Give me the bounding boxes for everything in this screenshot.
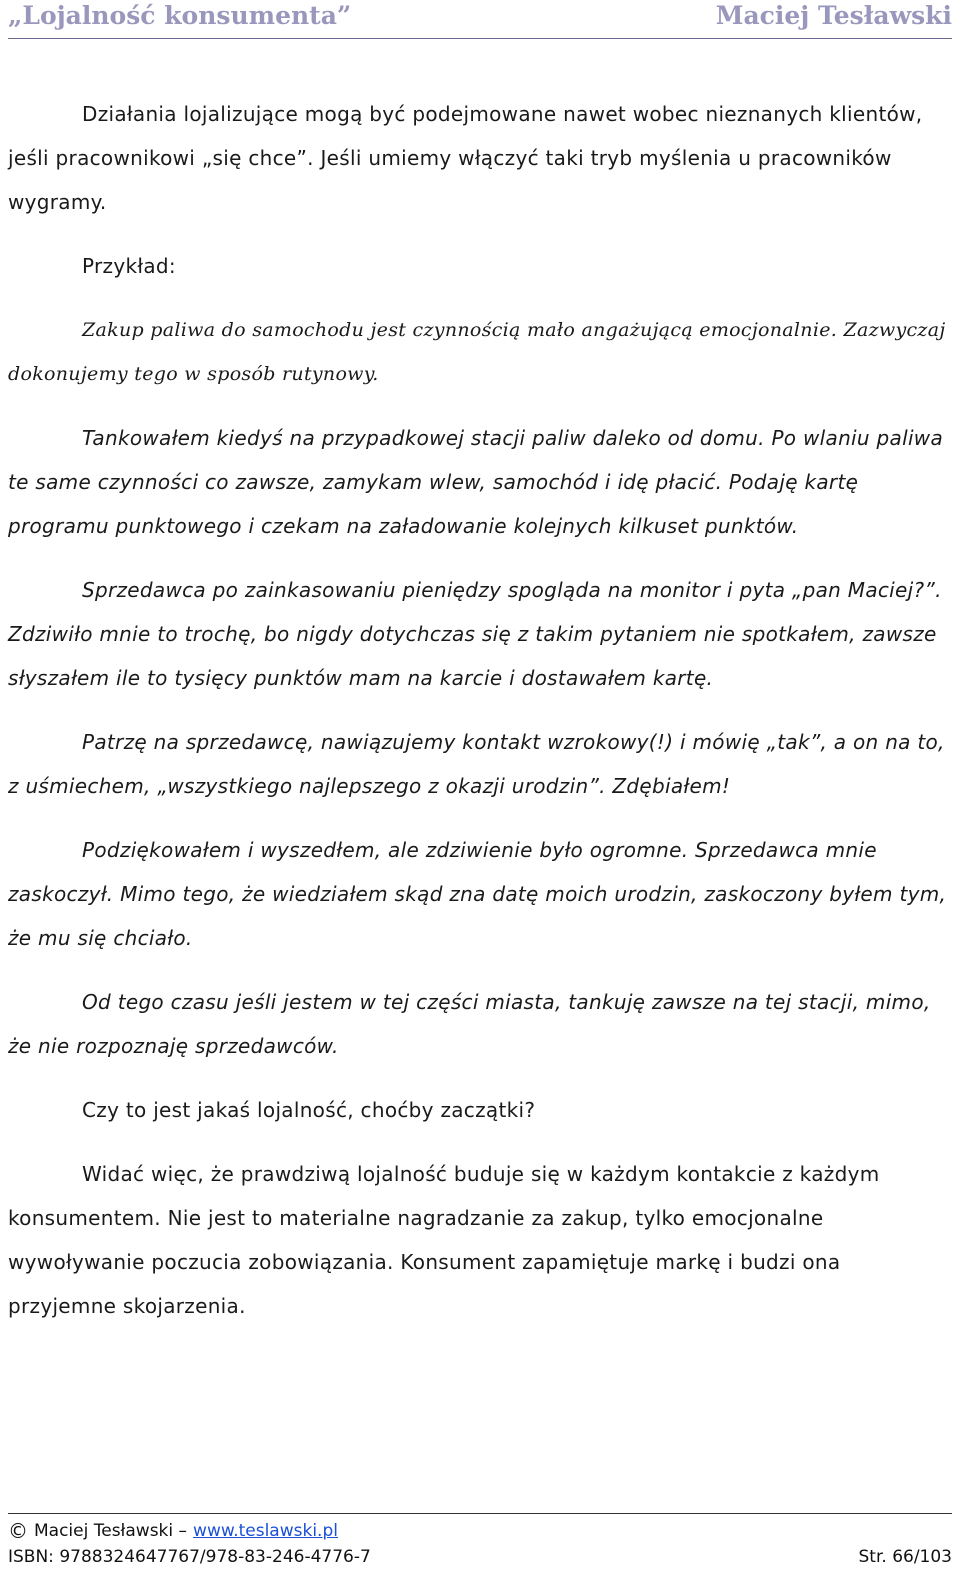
paragraph-story-3: Patrzę na sprzedawcę, nawiązujemy kontakt wzrokowy(!) i mówię „tak”, a on na to, z uśmiechem, „wszystkiego najlepszego z okazji urodzin”. Zdębiałem!: [8, 730, 945, 798]
paragraph-example-fuel: Zakup paliwa do samochodu jest czynnością mało angażującą emocjonalnie. Zazwyczaj dokonujemy tego w sposób rutynowy.: [8, 319, 946, 385]
document-title: „Lojalność konsumenta”: [8, 1, 352, 30]
isbn-text: ISBN: 9788324647767/978-83-246-4776-7: [8, 1547, 371, 1567]
paragraph-story-5: Od tego czasu jeśli jestem w tej części miasta, tankuję zawsze na tej stacji, mimo, że nie rozpoznaję sprzedawców.: [8, 990, 931, 1058]
page-number: Str. 66/103: [858, 1547, 952, 1567]
page-footer: [8, 1513, 952, 1570]
paragraph-conclusion: Widać więc, że prawdziwą lojalność buduje się w każdym kontakcie z każdym konsumentem. Nie jest to materialne nagradzanie za zakup, tylko emocjonalne wywoływanie poczucia zobowiązania. Konsument zapamiętuje markę i budzi ona przyjemne skojarzenia.: [8, 1162, 880, 1318]
footer-author: Maciej Tesławski –: [34, 1521, 188, 1541]
footer-copyright-line: [8, 1518, 952, 1544]
footer-isbn-line: [8, 1544, 952, 1570]
copyright-icon: ©: [8, 1519, 28, 1543]
paragraph-question: Czy to jest jakaś lojalność, choćby zaczątki?: [82, 1098, 536, 1122]
paragraph-story-1: Tankowałem kiedyś na przypadkowej stacji paliw daleko od domu. Po wlaniu paliwa te same czynności co zawsze, zamykam wlew, samochód i idę płacić. Podaję kartę programu punktowego i czekam na załadowanie kolejnych kilkuset punktów.: [8, 426, 944, 538]
paragraph-story-4: Podziękowałem i wyszedłem, ale zdziwienie było ogromne. Sprzedawca mnie zaskoczył. Mimo tego, że wiedziałem skąd zna datę moich urodzin, zaskoczony byłem tym, że mu się chciało.: [8, 838, 947, 950]
page-header: [8, 0, 952, 39]
paragraph-intro: Działania lojalizujące mogą być podejmowane nawet wobec nieznanych klientów, jeśli pracownikowi „się chce”. Jeśli umiemy włączyć taki tryb myślenia u pracowników wygramy.: [8, 102, 923, 214]
document-author: Maciej Tesławski: [715, 1, 952, 30]
paragraph-example-label: Przykład:: [82, 254, 176, 278]
website-link[interactable]: www.teslawski.pl: [193, 1521, 338, 1541]
paragraph-story-2: Sprzedawca po zainkasowaniu pieniędzy spogląda na monitor i pyta „pan Maciej?”. Zdziwiło mnie to trochę, bo nigdy dotychczas się z takim pytaniem nie spotkałem, zawsze słyszałem ile to tysięcy punktów mam na karcie i dostawałem kartę.: [8, 578, 942, 690]
document-body: [8, 92, 952, 1348]
